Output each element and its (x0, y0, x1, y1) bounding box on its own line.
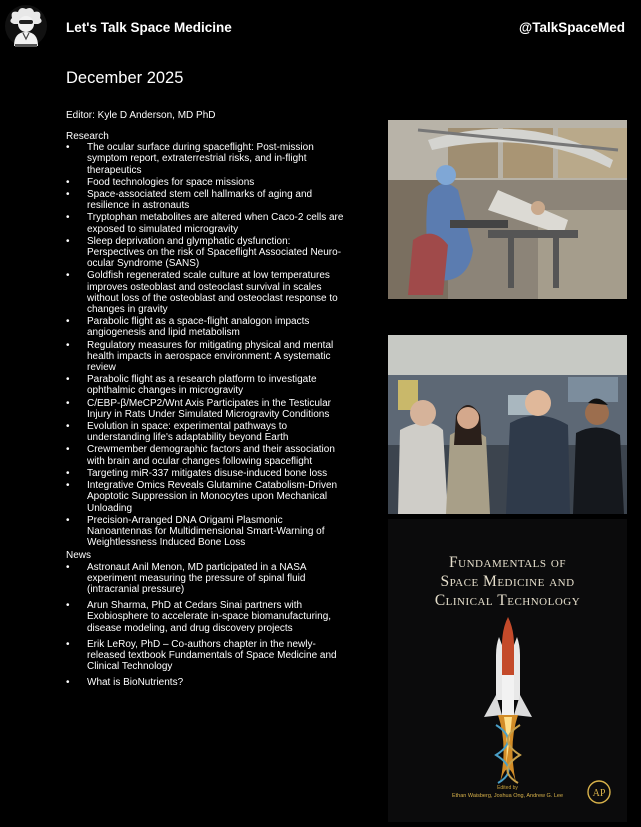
research-item[interactable]: • Integrative Omics Reveals Glutamine Catabolism-Driven Apoptotic Suppression in Monocytes upon Mechanical Unloading (87, 480, 346, 514)
news-list (66, 562, 346, 689)
news-item[interactable]: • Arun Sharma, PhD at Cedars Sinai partners with Exobiosphere to accelerate in-space biomanufacturing, disease modeling, and drug discovery projects (87, 600, 346, 634)
book-title-line: Space Medicine and (440, 573, 575, 590)
book-title-line: Fundamentals of (449, 554, 566, 571)
publisher-logo-icon (586, 779, 612, 809)
logo-icon (4, 4, 48, 48)
news-item[interactable]: • What is BioNutrients? (87, 677, 346, 688)
research-item[interactable]: • Sleep deprivation and glymphatic dysfunction: Perspectives on the risk of Spaceflight Associated Neuro-ocular Syndrome (SANS) (87, 236, 346, 270)
book-title (388, 553, 627, 610)
news-item[interactable]: • Astronaut Anil Menon, MD participated in a NASA experiment measuring the pressure of spinal fluid (intracranial pressure) (87, 562, 346, 596)
research-item[interactable]: • Space-associated stem cell hallmarks of aging and resilience in astronauts (87, 189, 346, 211)
research-item[interactable]: • Goldfish regenerated scale culture at low temperatures improves osteoblast and osteoclast survival in scales without loss of the osteoblast and osteoclast response to changes in gravity (87, 270, 346, 315)
research-item[interactable]: • Food technologies for space missions (87, 177, 346, 188)
research-item[interactable]: • C/EBP-β/MeCP2/Wnt Axis Participates in the Testicular Injury in Rats Under Simulated Microgravity Conditions (87, 398, 346, 420)
research-item[interactable]: • The ocular surface during spaceflight: Post-mission symptom report, extraterrestrial risks, and in-flight therapeutics (87, 142, 346, 176)
research-item[interactable]: • Targeting miR-337 mitigates disuse-induced bone loss (87, 468, 346, 479)
news-item[interactable]: • Erik LeRoy, PhD – Co-authors chapter in the newly-released textbook Fundamentals of Space Medicine and Clinical Technology (87, 639, 346, 673)
research-item[interactable]: • Parabolic flight as a space-flight analogon impacts angiogenesis and lipid metabolism (87, 316, 346, 338)
space-shuttle-icon (458, 615, 558, 785)
article-list (66, 131, 346, 694)
research-item[interactable]: • Evolution in space: experimental pathways to understanding life's adaptability beyond Earth (87, 421, 346, 443)
lab-experiment-photo (388, 120, 627, 299)
research-item[interactable]: • Parabolic flight as a research platform to investigate ophthalmic changes in microgravity (87, 374, 346, 396)
research-item[interactable]: • Crewmember demographic factors and their association with brain and ocular changes following spaceflight (87, 444, 346, 466)
book-title-line: Clinical Technology (434, 592, 581, 609)
issue-date: December 2025 (66, 69, 184, 87)
research-list (66, 142, 346, 548)
svg-text:AP: AP (592, 788, 606, 799)
research-item[interactable]: • Precision-Arranged DNA Origami Plasmonic Nanoantennas for Multidimensional Smart-Warning of Weightlessness Induced Bone Loss (87, 515, 346, 549)
newsletter-brand: Let's Talk Space Medicine (66, 20, 232, 35)
team-group-photo (388, 335, 627, 514)
book-editors: Ethan Waisberg, Joshua Ong, Andrew G. Lee (451, 793, 564, 799)
research-heading: Research (66, 131, 109, 142)
research-item[interactable]: • Regulatory measures for mitigating physical and mental health impacts in aerospace environment: A systematic review (87, 340, 346, 374)
news-heading: News (66, 550, 92, 562)
textbook-cover[interactable] (388, 519, 627, 822)
research-item[interactable]: • Tryptophan metabolites are altered when Caco-2 cells are exposed to simulated microgravity (87, 212, 346, 234)
editor-line: Editor: Kyle D Anderson, MD PhD (66, 110, 216, 121)
twitter-handle[interactable]: @TalkSpaceMed (519, 20, 625, 35)
book-edited-by: Edited by (497, 785, 518, 791)
